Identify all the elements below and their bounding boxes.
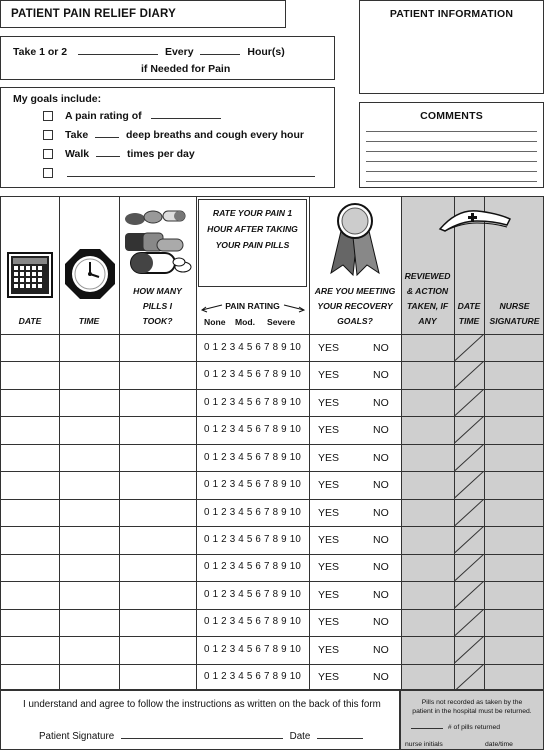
scale-mod-label: Mod. xyxy=(235,317,256,327)
comment-line xyxy=(366,141,537,142)
goal-no-option[interactable]: NO xyxy=(373,341,389,354)
reviewed-header-2: & ACTION xyxy=(406,286,449,296)
goal-no-option[interactable]: NO xyxy=(373,671,389,684)
rate-pain-box xyxy=(198,199,307,287)
pills-note-1: Pills not recorded as taken by the xyxy=(421,699,523,706)
date-time-diagonal[interactable] xyxy=(454,664,484,691)
goal-yes-option[interactable]: YES xyxy=(318,451,340,464)
reviewed-header-3: TAKEN, IF xyxy=(406,301,449,311)
goal-no-option[interactable]: NO xyxy=(373,506,389,519)
goal-walk xyxy=(65,147,195,160)
hours-field[interactable] xyxy=(200,45,240,55)
comment-line xyxy=(366,161,537,162)
pills-header-1: HOW MANY xyxy=(133,286,182,296)
pills-note-2: patient in the hospital must be returned. xyxy=(412,708,532,715)
date-time-diagonal[interactable] xyxy=(454,581,484,608)
goal-no-option[interactable]: NO xyxy=(373,396,389,409)
comments-box[interactable] xyxy=(359,102,544,188)
nurse-header-2: SIGNATURE xyxy=(489,316,540,326)
footer-datetime-label: date/time xyxy=(485,741,513,748)
patient-signature-label: Patient Signature xyxy=(39,731,115,742)
nurse-header-1: NURSE xyxy=(499,301,530,311)
date-time-diagonal[interactable] xyxy=(454,471,484,498)
datetime-header-1: DATE xyxy=(457,301,481,311)
date-time-diagonal[interactable] xyxy=(454,636,484,663)
diary-table xyxy=(0,196,544,690)
reviewed-header-1: REVIEWED xyxy=(404,271,451,281)
pill-count-field[interactable] xyxy=(78,45,158,55)
goal-breaths xyxy=(65,128,304,141)
date-time-diagonal[interactable] xyxy=(454,416,484,443)
goal-pain-rating xyxy=(65,109,221,122)
page-title: PATIENT PAIN RELIEF DIARY xyxy=(11,8,176,20)
pain-scale[interactable]: 0 1 2 3 4 5 6 7 8 9 10 xyxy=(204,424,302,436)
goal-other-field[interactable] xyxy=(67,176,315,177)
footer-pills-returned xyxy=(400,690,544,750)
goal-checkbox-other[interactable] xyxy=(43,168,53,178)
scale-none-label: None xyxy=(204,317,226,327)
date-time-diagonal[interactable] xyxy=(454,609,484,636)
dosage-box xyxy=(0,36,335,80)
goal-yes-option[interactable]: YES xyxy=(318,533,340,546)
goal-checkbox-walk[interactable] xyxy=(43,149,53,159)
comment-line xyxy=(366,171,537,172)
date-time-diagonal[interactable] xyxy=(454,554,484,581)
hours-label: Hour(s) xyxy=(247,46,285,58)
pills-icon xyxy=(121,207,195,281)
goal-yes-option[interactable]: YES xyxy=(318,616,340,629)
pills-header-2: PILLS I xyxy=(142,301,173,311)
goal-checkbox-pain[interactable] xyxy=(43,111,53,121)
pills-header-3: TOOK? xyxy=(142,316,173,326)
comments-heading: COMMENTS xyxy=(420,110,483,122)
pain-scale[interactable]: 0 1 2 3 4 5 6 7 8 9 10 xyxy=(204,506,302,518)
goal-yes-option[interactable]: YES xyxy=(318,396,340,409)
pain-scale[interactable]: 0 1 2 3 4 5 6 7 8 9 10 xyxy=(204,479,302,491)
pills-returned-label: # of pills returned xyxy=(447,724,501,731)
goal-yes-option[interactable]: YES xyxy=(318,561,340,574)
comment-line xyxy=(366,131,537,132)
goal-walk-suffix: times per day xyxy=(126,148,195,160)
goal-no-option[interactable]: NO xyxy=(373,588,389,601)
date-time-diagonal[interactable] xyxy=(454,334,484,361)
goal-yes-option[interactable]: YES xyxy=(318,479,340,492)
ribbon-award-icon xyxy=(327,201,383,277)
goal-no-option[interactable]: NO xyxy=(373,561,389,574)
date-time-diagonal[interactable] xyxy=(454,526,484,553)
nurse-initials-label: nurse initials xyxy=(405,741,443,748)
goal-yes-option[interactable]: YES xyxy=(318,424,340,437)
date-time-diagonal[interactable] xyxy=(454,389,484,416)
pills-returned-field[interactable] xyxy=(411,722,443,729)
date-time-diagonal[interactable] xyxy=(454,499,484,526)
date-time-diagonal[interactable] xyxy=(454,444,484,471)
goal-pain-label: A pain rating of xyxy=(65,110,142,122)
goal-no-option[interactable]: NO xyxy=(373,616,389,629)
date-time-diagonal[interactable] xyxy=(454,361,484,388)
goal-yes-option[interactable]: YES xyxy=(318,643,340,656)
nurse-cap-icon xyxy=(437,207,513,233)
footer-agreement xyxy=(0,690,400,750)
goal-yes-option[interactable]: YES xyxy=(318,588,340,601)
agreement-text: I understand and agree to follow the instructions as written on the back of this form xyxy=(23,699,381,710)
date-label: Date xyxy=(289,731,311,742)
goals-header-2: YOUR RECOVERY xyxy=(317,301,393,311)
pain-scale[interactable]: 0 1 2 3 4 5 6 7 8 9 10 xyxy=(204,341,302,353)
goal-pain-field[interactable] xyxy=(151,109,221,119)
date-header: DATE xyxy=(18,316,42,326)
pain-scale[interactable]: 0 1 2 3 4 5 6 7 8 9 10 xyxy=(204,533,302,545)
every-label: Every xyxy=(164,46,194,58)
patient-info-heading: PATIENT INFORMATION xyxy=(389,8,514,20)
pain-scale[interactable]: 0 1 2 3 4 5 6 7 8 9 10 xyxy=(204,396,302,408)
goal-no-option[interactable]: NO xyxy=(373,369,389,382)
patient-date-field[interactable] xyxy=(317,729,363,739)
rate-line-1: RATE YOUR PAIN 1 xyxy=(212,208,293,218)
pills-returned-line xyxy=(411,722,500,731)
if-needed-label: if Needed for Pain xyxy=(141,63,231,75)
goal-checkbox-breaths[interactable] xyxy=(43,130,53,140)
goal-breaths-suffix: deep breaths and cough every hour xyxy=(126,129,304,141)
patient-info-box[interactable] xyxy=(359,0,544,94)
goals-header-1: ARE YOU MEETING xyxy=(314,286,396,296)
goal-walk-label: Walk xyxy=(65,148,90,160)
goal-yes-option[interactable]: YES xyxy=(318,506,340,519)
comment-line xyxy=(366,151,537,152)
goals-box xyxy=(0,87,335,188)
pain-scale[interactable]: 0 1 2 3 4 5 6 7 8 9 10 xyxy=(204,616,302,628)
reviewed-header-4: ANY xyxy=(418,316,437,326)
take-label: Take 1 or 2 xyxy=(13,46,68,58)
goal-no-option[interactable]: NO xyxy=(373,451,389,464)
goal-yes-option[interactable]: YES xyxy=(318,341,340,354)
goals-header-3: GOALS? xyxy=(337,316,373,326)
clock-icon xyxy=(63,247,117,301)
rate-line-3: YOUR PAIN PILLS xyxy=(215,240,290,250)
goal-no-option[interactable]: NO xyxy=(373,424,389,437)
pain-scale[interactable]: 0 1 2 3 4 5 6 7 8 9 10 xyxy=(204,369,302,381)
pain-scale[interactable]: 0 1 2 3 4 5 6 7 8 9 10 xyxy=(204,671,302,683)
patient-signature-field[interactable] xyxy=(121,729,283,739)
pain-rating-header: PAIN RATING xyxy=(225,301,280,311)
time-header: TIME xyxy=(78,316,100,326)
pain-scale[interactable]: 0 1 2 3 4 5 6 7 8 9 10 xyxy=(204,588,302,600)
goals-heading: My goals include: xyxy=(13,93,102,105)
dosage-line xyxy=(13,45,285,58)
goal-no-option[interactable]: NO xyxy=(373,479,389,492)
goal-walk-field[interactable] xyxy=(96,147,120,157)
goal-breaths-field[interactable] xyxy=(95,128,119,138)
rate-line-2: HOUR AFTER TAKING xyxy=(207,224,298,234)
pain-scale[interactable]: 0 1 2 3 4 5 6 7 8 9 10 xyxy=(204,561,302,573)
goal-breaths-label: Take xyxy=(65,129,89,141)
pain-scale[interactable]: 0 1 2 3 4 5 6 7 8 9 10 xyxy=(204,643,302,655)
goal-yes-option[interactable]: YES xyxy=(318,369,340,382)
scale-severe-label: Severe xyxy=(267,317,296,327)
calendar-icon xyxy=(7,252,53,298)
goal-no-option[interactable]: NO xyxy=(373,643,389,656)
title-box xyxy=(0,0,286,28)
goal-yes-option[interactable]: YES xyxy=(318,671,340,684)
comment-line xyxy=(366,181,537,182)
datetime-header-2: TIME xyxy=(458,316,480,326)
patient-signature-line xyxy=(39,729,363,742)
goal-no-option[interactable]: NO xyxy=(373,533,389,546)
pain-scale[interactable]: 0 1 2 3 4 5 6 7 8 9 10 xyxy=(204,451,302,463)
